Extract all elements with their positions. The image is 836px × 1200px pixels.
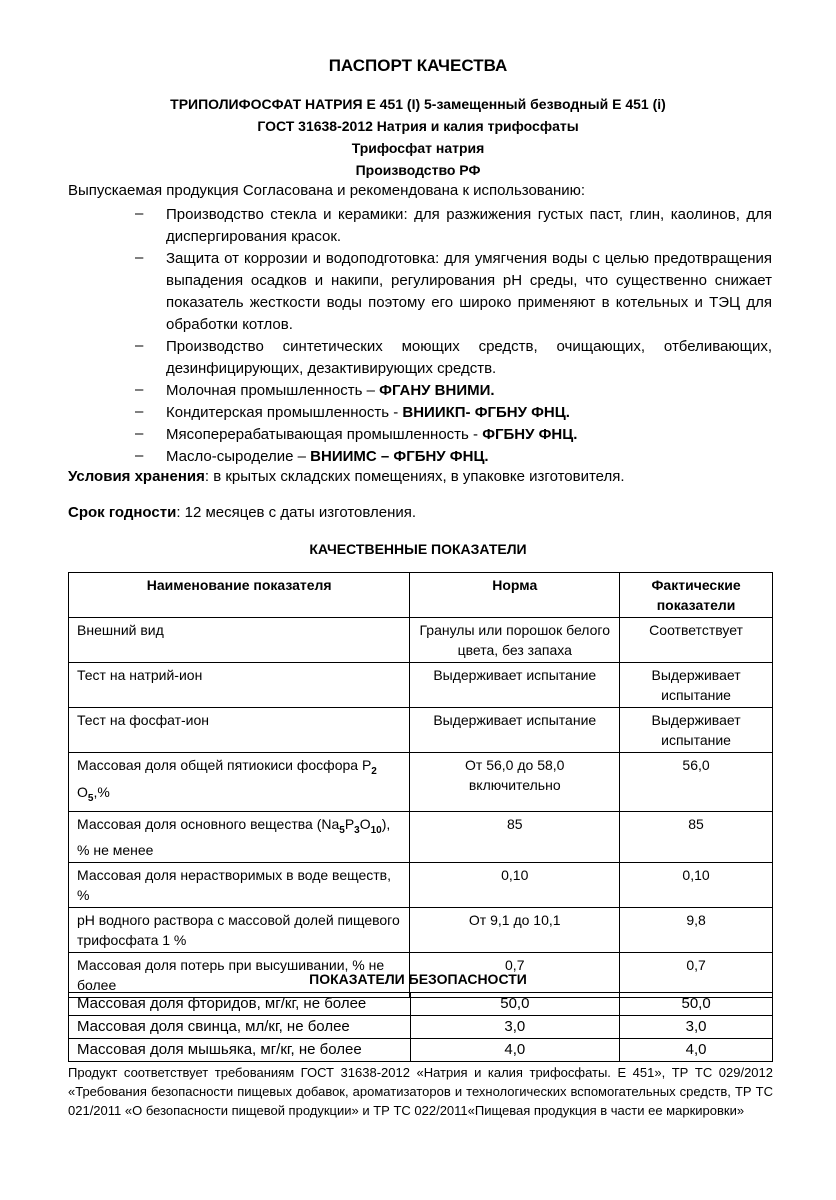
safety-heading: ПОКАЗАТЕЛИ БЕЗОПАСНОСТИ (309, 971, 527, 987)
actual-value: 56,0 (620, 753, 773, 812)
bullet-glass-ceramics: Производство стекла и керамики: для разжижения густых паст, глин, каолинов, для диспергирования красок. (166, 206, 772, 245)
storage-conditions (68, 468, 625, 485)
bullet-mark: – (135, 447, 144, 464)
indicator-name: pH водного раствора с массовой долей пищевого трифосфата 1 % (69, 908, 410, 953)
intro-text: Выпускаемая продукция Согласована и рекомендована к использованию: (68, 182, 586, 199)
shelf-life (68, 504, 416, 521)
indicator-name-part: Массовая доля общей пятиокиси фосфора P (77, 757, 372, 773)
actual-value: 3,0 (620, 1016, 773, 1039)
bullet-meat-text: Мясоперерабатывающая промышленность - (166, 426, 483, 443)
header-indicator: Наименование показателя (69, 573, 410, 618)
indicator-name: Массовая доля потерь при высушивании, % не более (69, 953, 410, 998)
indicator-name-part: O (77, 783, 88, 800)
indicator-name-part: O (359, 815, 371, 832)
bullet-mark: – (135, 205, 144, 222)
table-row (69, 1016, 773, 1039)
norm-value: От 9,1 до 10,1 (410, 908, 620, 953)
actual-value: 85 (620, 811, 773, 863)
indicator-name: Внешний вид (69, 618, 410, 663)
shelf-label: Срок годности (68, 504, 177, 521)
table-row (69, 993, 773, 1016)
norm-value: 0,7 (410, 953, 620, 998)
table-row (69, 863, 773, 908)
subscript: 5 (87, 792, 94, 804)
norm-value: Гранулы или порошок белого цвета, без запаха (410, 618, 620, 663)
actual-value: 50,0 (620, 993, 773, 1016)
bullet-confectionery (166, 402, 772, 424)
table-header-row (69, 573, 773, 618)
bullet-mark: – (135, 425, 144, 442)
norm-value: От 56,0 до 58,0 включительно (410, 753, 620, 812)
bullet-butter-cheese (166, 446, 772, 468)
subscript: 5 (339, 824, 345, 836)
gost-heading: ГОСТ 31638-2012 Натрия и калия трифосфаты (257, 118, 579, 134)
norm-value: 4,0 (410, 1039, 620, 1062)
norm-value: Выдерживает испытание (410, 708, 620, 753)
bullet-dairy (166, 380, 772, 402)
actual-value: Выдерживает испытание (620, 708, 773, 753)
storage-label: Условия хранения (68, 468, 205, 485)
header-actual: Фактические показатели (620, 573, 773, 618)
bullet-confectionery-org: ВНИИКП- ФГБНУ ФНЦ. (402, 404, 570, 421)
indicator-name-part: P (344, 815, 355, 832)
quality-heading: КАЧЕСТВЕННЫЕ ПОКАЗАТЕЛИ (309, 541, 527, 557)
indicator-name: Массовая доля свинца, мл/кг, не более (69, 1016, 411, 1039)
header-norm: Норма (410, 573, 620, 618)
document-title: ПАСПОРТ КАЧЕСТВА (328, 56, 508, 75)
indicator-name (69, 753, 410, 812)
product-alias-heading: Трифосфат натрия (351, 140, 485, 156)
actual-value: Соответствует (620, 618, 773, 663)
indicator-name-part: ,% (93, 783, 110, 800)
bullet-dairy-text: Молочная промышленность – (166, 382, 380, 399)
indicator-name: Массовая доля мышьяка, мг/кг, не более (69, 1039, 411, 1062)
table-row (69, 1039, 773, 1062)
bullet-mark: – (135, 249, 144, 266)
norm-value: 50,0 (410, 993, 620, 1016)
storage-text: : в крытых складских помещениях, в упаковке изготовителя. (204, 468, 625, 485)
bullet-butter-cheese-org: ВНИИМС – ФГБНУ ФНЦ. (310, 448, 489, 465)
indicator-name: Тест на фосфат-ион (69, 708, 410, 753)
table-row (69, 811, 773, 863)
bullet-dairy-org: ФГАНУ ВНИМИ. (379, 382, 495, 399)
subscript: 10 (370, 824, 382, 836)
actual-value: 9,8 (620, 908, 773, 953)
table-row (69, 753, 773, 812)
indicator-name-part: Массовая доля основного вещества (Na (77, 815, 340, 832)
bullet-butter-cheese-text: Масло-сыроделие – (166, 448, 311, 465)
table-row (69, 908, 773, 953)
actual-value: 4,0 (620, 1039, 773, 1062)
subscript: 2 (371, 765, 377, 777)
safety-table (68, 992, 773, 1062)
bullet-meat-org: ФГБНУ ФНЦ. (482, 426, 578, 443)
norm-value: Выдерживает испытание (410, 663, 620, 708)
actual-value: Выдерживает испытание (620, 663, 773, 708)
quality-table (68, 572, 773, 998)
subscript: 3 (354, 824, 360, 836)
indicator-name: Массовая доля нерастворимых в воде веществ, % (69, 863, 410, 908)
indicator-name-part: ), % не менее (77, 815, 391, 859)
bullet-mark: – (135, 337, 144, 354)
indicator-name (69, 811, 410, 863)
bullet-detergents: Производство синтетических моющих средств, очищающих, отбеливающих, дезинфицирующих, дезактивирующих средств. (166, 338, 772, 377)
bullet-corrosion-water: Защита от коррозии и водоподготовка: для умягчения воды с целью предотвращения выпадения осадков и накипи, регулирования pH среды, что существенно снижает показатель жесткости воды поэтому его широко применяют в котельных и ТЭЦ для обработки котлов. (166, 250, 772, 333)
bullet-meat (166, 424, 772, 446)
bullet-mark: – (135, 403, 144, 420)
norm-value: 3,0 (410, 1016, 620, 1039)
bullet-mark: – (135, 381, 144, 398)
indicator-name: Тест на натрий-ион (69, 663, 410, 708)
norm-value: 0,10 (410, 863, 620, 908)
actual-value: 0,7 (620, 953, 773, 998)
table-row (69, 708, 773, 753)
actual-value: 0,10 (620, 863, 773, 908)
table-row (69, 618, 773, 663)
norm-value: 85 (410, 811, 620, 863)
bullet-confectionery-text: Кондитерская промышленность - (166, 404, 403, 421)
indicator-name: Массовая доля фторидов, мг/кг, не более (69, 993, 411, 1016)
compliance-footer: Продукт соответствует требованиям ГОСТ 31638-2012 «Натрия и калия трифосфаты. Е 451», ТР ТС 029/2012 «Требования безопасности пищевых добавок, ароматизаторов и технологических вспомогательных средств, ТР ТС 021/2011 «О безопасности пищевой продукции» и ТР ТС 022/2011«Пищевая продукция в части ее маркировки» (68, 1065, 773, 1118)
table-row (69, 663, 773, 708)
shelf-text: : 12 месяцев с даты изготовления. (176, 504, 417, 521)
origin-heading: Производство РФ (355, 162, 481, 178)
product-name-heading: ТРИПОЛИФОСФАТ НАТРИЯ Е 451 (I) 5-замещенный безводный Е 451 (i) (170, 96, 666, 112)
